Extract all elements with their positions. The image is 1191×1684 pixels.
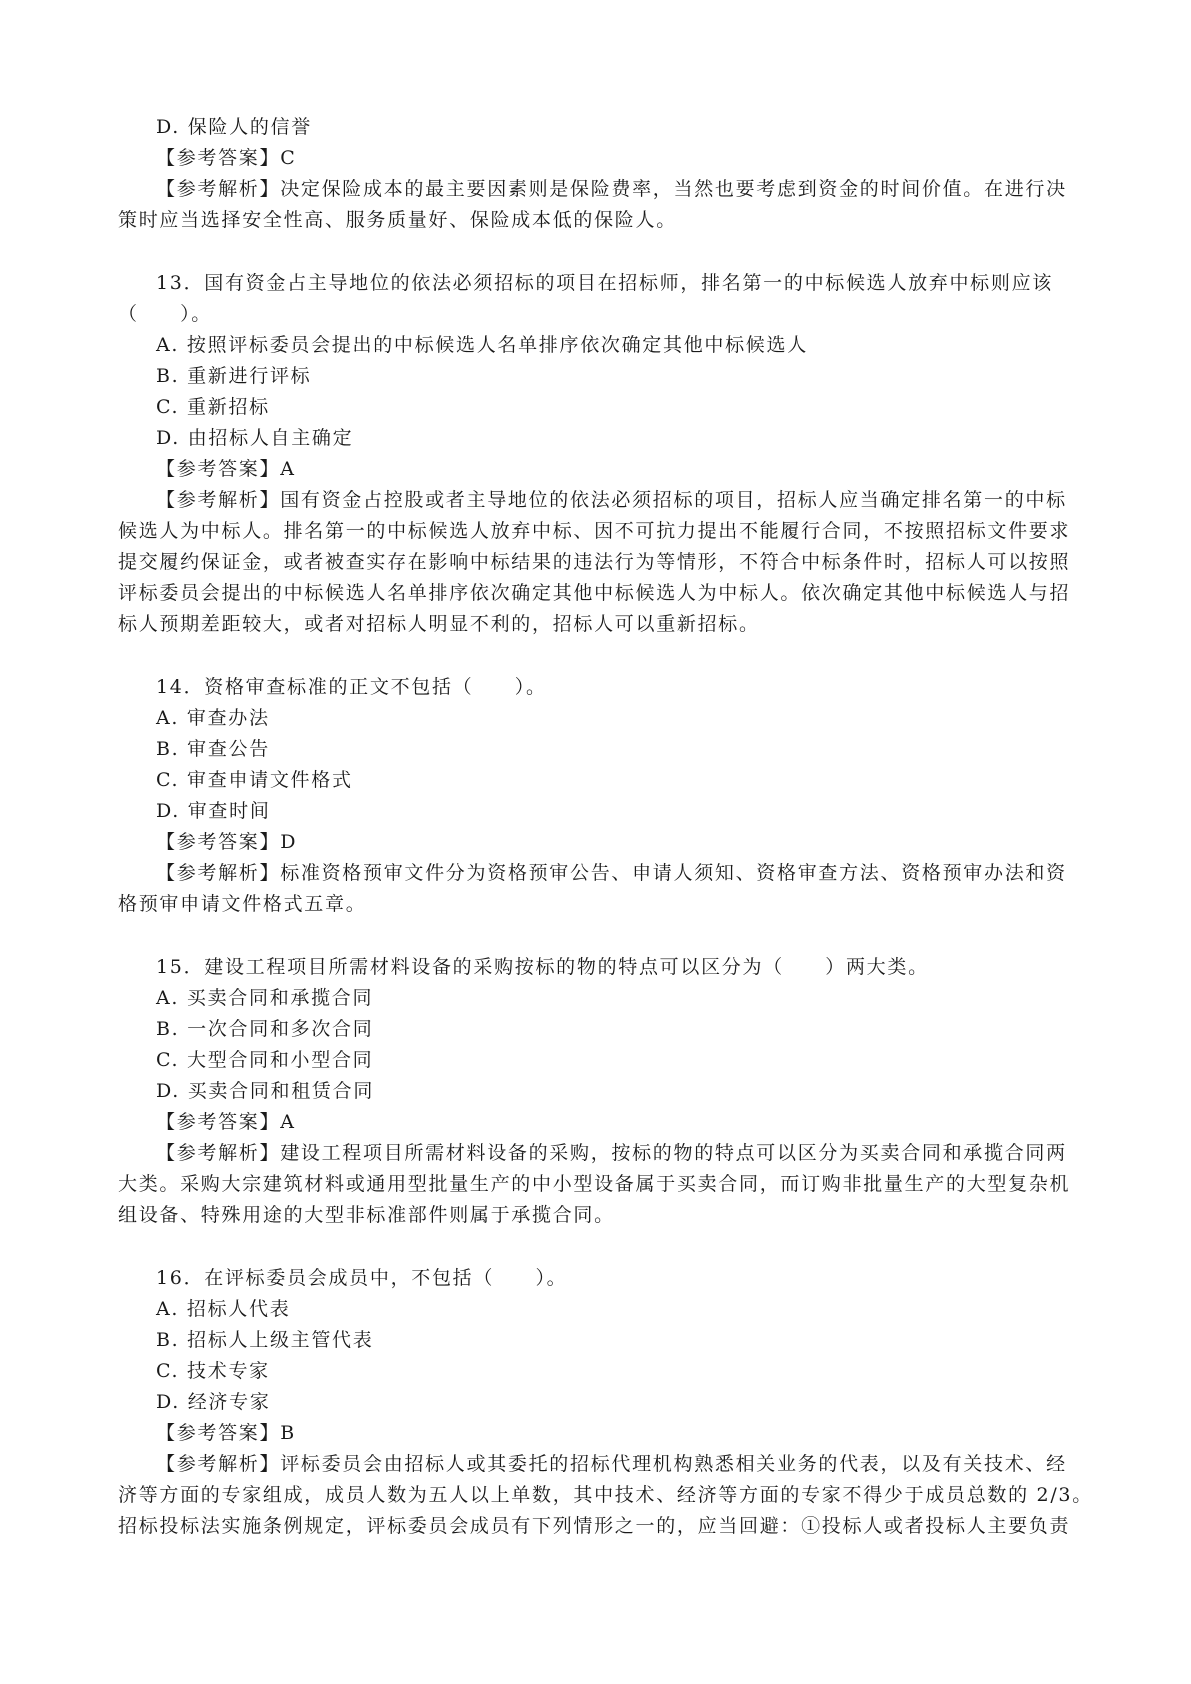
analysis-line: 【参考解析】决定保险成本的最主要因素则是保险费率，当然也要考虑到资金的时间价值。在进行决 xyxy=(156,178,1067,200)
analysis-line: 组设备、特殊用途的大型非标准部件则属于承揽合同。 xyxy=(118,1204,615,1226)
question-stem: 15．建设工程项目所需材料设备的采购按标的物的特点可以区分为（ ）两大类。 xyxy=(156,956,929,978)
analysis-line: 大类。采购大宗建筑材料或通用型批量生产的中小型设备属于买卖合同，而订购非批量生产的大型复杂机 xyxy=(118,1173,1071,1195)
option-d: D. 由招标人自主确定 xyxy=(156,427,354,449)
analysis-line: 【参考解析】标准资格预审文件分为资格预审公告、申请人须知、资格审查方法、资格预审办法和资 xyxy=(156,862,1067,884)
option-b: B. 招标人上级主管代表 xyxy=(156,1329,374,1351)
spacer xyxy=(118,920,1079,952)
option-b: B. 审查公告 xyxy=(156,738,270,760)
analysis-line: 策时应当选择安全性高、服务质量好、保险成本低的保险人。 xyxy=(118,209,677,231)
option-d: D. 审查时间 xyxy=(156,800,271,822)
analysis-line: 提交履约保证金，或者被查实存在影响中标结果的违法行为等情形，不符合中标条件时，招标人可以按照 xyxy=(118,551,1071,573)
option-a: A. 按照评标委员会提出的中标候选人名单排序依次确定其他中标候选人 xyxy=(156,334,808,356)
analysis-line: 评标委员会提出的中标候选人名单排序依次确定其他中标候选人为中标人。依次确定其他中标候选人与招 xyxy=(118,582,1071,604)
option-b: B. 重新进行评标 xyxy=(156,365,312,387)
answer-line: 【参考答案】A xyxy=(156,1111,296,1133)
option-d: D. 保险人的信誉 xyxy=(156,116,312,138)
answer-line: 【参考答案】D xyxy=(156,831,298,853)
spacer xyxy=(118,1231,1079,1263)
option-a: A. 买卖合同和承揽合同 xyxy=(156,987,374,1009)
option-d: D. 买卖合同和租赁合同 xyxy=(156,1080,375,1102)
option-c: C. 大型合同和小型合同 xyxy=(156,1049,374,1071)
analysis-line: 标人预期差距较大，或者对招标人明显不利的，招标人可以重新招标。 xyxy=(118,613,760,635)
analysis-line: 【参考解析】建设工程项目所需材料设备的采购，按标的物的特点可以区分为买卖合同和承揽合同两 xyxy=(156,1142,1067,1164)
spacer xyxy=(118,640,1079,672)
option-a: A. 审查办法 xyxy=(156,707,270,729)
spacer xyxy=(118,236,1079,268)
analysis-line: 招标投标法实施条例规定，评标委员会成员有下列情形之一的，应当回避：①投标人或者投标人主要负责 xyxy=(118,1515,1071,1537)
question-stem: 14．资格审查标准的正文不包括（ ）。 xyxy=(156,676,547,698)
question-14 xyxy=(118,672,1079,920)
option-b: B. 一次合同和多次合同 xyxy=(156,1018,374,1040)
option-c: C. 重新招标 xyxy=(156,396,270,418)
answer-line: 【参考答案】A xyxy=(156,458,296,480)
option-c: C. 技术专家 xyxy=(156,1360,270,1382)
analysis-line: 【参考解析】评标委员会由招标人或其委托的招标代理机构熟悉相关业务的代表，以及有关技术、经 xyxy=(156,1453,1067,1475)
analysis-line: 【参考解析】国有资金占控股或者主导地位的依法必须招标的项目，招标人应当确定排名第一的中标 xyxy=(156,489,1067,511)
option-c: C. 审查申请文件格式 xyxy=(156,769,353,791)
question-15 xyxy=(118,952,1079,1231)
analysis-line: 济等方面的专家组成，成员人数为五人以上单数，其中技术、经济等方面的专家不得少于成员总数的 2/3。 xyxy=(118,1484,1093,1506)
analysis-line: 格预审申请文件格式五章。 xyxy=(118,893,367,915)
answer-line: 【参考答案】B xyxy=(156,1422,296,1444)
question-stem: （ ）。 xyxy=(118,303,213,325)
question-stem: 16．在评标委员会成员中，不包括（ ）。 xyxy=(156,1267,568,1289)
option-d: D. 经济专家 xyxy=(156,1391,271,1413)
answer-line: 【参考答案】C xyxy=(156,147,297,169)
question-13 xyxy=(118,268,1079,640)
analysis-line: 候选人为中标人。排名第一的中标候选人放弃中标、因不可抗力提出不能履行合同，不按照招标文件要求 xyxy=(118,520,1071,542)
question-12-tail xyxy=(118,112,1079,236)
question-stem: 13．国有资金占主导地位的依法必须招标的项目在招标师，排名第一的中标候选人放弃中标则应该 xyxy=(156,272,1053,294)
question-16 xyxy=(118,1263,1093,1542)
option-a: A. 招标人代表 xyxy=(156,1298,291,1320)
